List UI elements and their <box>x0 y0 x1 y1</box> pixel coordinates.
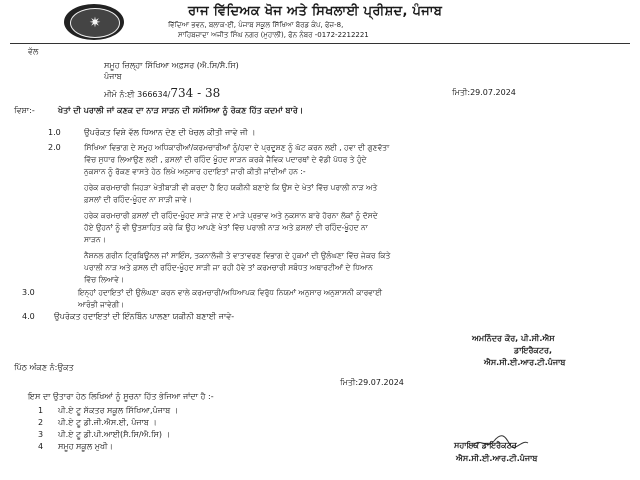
bullet-3-line: ਵਿੱਚ ਲਿਆਵੇ। <box>84 275 124 284</box>
bullet-2-line: ਹੋਏ ਉਹਨਾਂ ਨੂੰ ਵੀ ਉਤਸ਼ਾਹਿਤ ਕਰੇ ਕਿ ਉਹ ਆਪਣੇ ਖੇਤਾਂ ਵਿੱਚ ਪਰਾਲੀ ਨਾੜ ਅਤੇ ਫ਼ਸਲਾਂ ਦੀ ਰਹਿੰਦ-ਖੂੰਹਦ ਨਾ <box>84 223 368 232</box>
recipient-line-1: ਸਮੂਹ ਜ਼ਿਲ੍ਹਾ ਸਿੱਖਿਆ ਅਫ਼ਸਰ (ਐ.ਸਿ/ਸੈ.ਸਿ) <box>104 61 239 70</box>
signatory-2-designation: ਸਹਾਇਕ ਡਾਇਰੈਕਟਰ <box>454 441 517 450</box>
para-number: 3.0 <box>22 288 35 297</box>
para-number: 4.0 <box>22 312 35 321</box>
endorsement-label: ਪਿੱਠ ਅੰਕਣ ਨੰ:ਉਕਤ <box>14 363 74 372</box>
para-3-line: ਆਰੰਭੀ ਜਾਵੇਗੀ। <box>78 300 125 309</box>
endorsement-intro: ਇਸ ਦਾ ਉਤਾਰਾ ਹੇਠ ਲਿਖਿਆਂ ਨੂੰ ਸੂਚਨਾ ਹਿੱਤ ਭੇਜਿਆ ਜਾਂਦਾ ਹੈ :- <box>28 392 214 401</box>
copy-item: ਪੀ.ਏ ਟੂ ਡੀ.ਪੀ.ਆਈ(ਸੈ.ਸਿ/ਐ.ਸਿ) । <box>58 430 170 439</box>
para-number: 2.0 <box>48 143 61 152</box>
header-divider <box>10 43 630 44</box>
copy-item: ਪੀ.ਏ ਟੂ ਸੱਕਤਰ ਸਕੂਲ ਸਿੱਖਿਆ,ਪੰਜਾਬ । <box>58 406 179 415</box>
bullet-2-line: ਹਰੇਕ ਕਰਮਚਾਰੀ ਫ਼ਸਲਾਂ ਦੀ ਰਹਿੰਦ-ਖੂੰਹਦ ਸਾੜੇ ਜਾਣ ਦੇ ਮਾੜੇ ਪ੍ਰਭਾਵ ਅਤੇ ਨੁਕਸਾਨ ਬਾਰੇ ਹੋਰਨਾ ਲੋਕਾਂ ਨੂੰ ਦੱਸਦੇ <box>84 211 378 220</box>
address-line-1: ਵਿੱਦਿਆ ਭਵਨ, ਬਲਾਕ-ਈ, ਪੰਜਾਬ ਸਕੂਲ ਸਿੱਖਿਆ ਬੋਰਡ ਕੰਪ, ਫੇਜ਼-8, <box>168 21 344 29</box>
bullet-3-line: ਪਰਾਲੀ ਨਾੜ ਅਤੇ ਫ਼ਸਲ ਦੀ ਰਹਿੰਦ-ਖੂੰਹਦ ਸਾੜੀ ਜਾ ਰਹੀ ਹੋਵੇ ਤਾਂ ਕਰਮਚਾਰੀ ਸਬੰਧਤ ਅਥਾਰਟੀਆਂ ਦੇ ਧਿਆਨ <box>84 263 373 272</box>
signatory-2-office: ਐਸ.ਸੀ.ਈ.ਆਰ.ਟੀ.ਪੰਜਾਬ <box>456 454 538 463</box>
address-line-2: ਸਾਹਿਬਜ਼ਾਦਾ ਅਜੀਤ ਸਿੰਘ ਨਗਰ (ਮੁਹਾਲੀ), ਫੋਨ ਨੰਬਰ -0172-2212221 <box>178 31 369 39</box>
copy-item-number: 3 <box>38 430 44 439</box>
bullet-1-line: ਹਰੇਕ ਕਰਮਚਾਰੀ ਜਿਹੜਾ ਖੇਤੀਬਾੜੀ ਵੀ ਕਰਦਾ ਹੈ ਇਹ ਯਕੀਨੀ ਬਣਾਏ ਕਿ ਉਸ ਦੇ ਖੇਤਾਂ ਵਿੱਚ ਪਰਾਲੀ ਨਾੜ ਅਤੇ <box>84 183 378 192</box>
copy-item-number: 4 <box>38 442 44 451</box>
para-2-line: ਸਿੱਖਿਆ ਵਿਭਾਗ ਦੇ ਸਮੂਹ ਅਧਿਕਾਰੀਆਂ/ਕਰਮਚਾਰੀਆਂ ਨੂੰ/ਹਵਾ ਦੇ ਪ੍ਰਦੂਸ਼ਣ ਨੂੰ ਘੱਟ ਕਰਨ ਲਈ , ਹਵਾ ਦੀ ਗੁਣਵੱਤਾ <box>84 143 390 152</box>
copy-item: ਸਮੂਹ ਸਕੂਲ ਮੁਖੀ। <box>58 442 113 451</box>
signatory-office: ਐਸ.ਸੀ.ਈ.ਆਰ.ਟੀ.ਪੰਜਾਬ <box>484 358 566 367</box>
signatory-name: ਅਮਨਿੰਦਰ ਕੌਰ, ਪੀ.ਸੀ.ਐਸ <box>472 334 555 343</box>
signatory-designation: ਡਾਇਰੈਕਟਰ, <box>514 346 552 355</box>
para-3-line: ਇਨ੍ਹਾਂ ਹਦਾਇਤਾਂ ਦੀ ਉਲੰਘਣਾ ਕਰਨ ਵਾਲੇ ਕਰਮਚਾਰੀ/ਅਧਿਆਪਕ ਵਿਰੁੱਧ ਨਿਯਮਾਂ ਅਨੁਸਾਰ ਅਨੁਸ਼ਾਸਨੀ ਕਾਰਵਾਈ <box>78 288 383 297</box>
para-4-text: ਉਪਰੋਕਤ ਹਦਾਇਤਾਂ ਦੀ ਇੰਨਬਿੰਨ ਪਾਲਣਾ ਯਕੀਨੀ ਬਣਾਈ ਜਾਵੇ- <box>54 312 235 321</box>
endorsement-date: ਮਿਤੀ:29.07.2024 <box>340 378 404 387</box>
government-emblem-icon: ✷ <box>64 4 124 40</box>
recipient-line-2: ਪੰਜਾਬ <box>104 72 122 81</box>
copy-item-number: 2 <box>38 418 44 427</box>
para-2-line: ਵਿੱਚ ਸੁਧਾਰ ਲਿਆਉਣ ਲਈ , ਫ਼ਸਲਾਂ ਦੀ ਰਹਿੰਦ ਖੂੰਹਦ ਸਾੜਨ ਕਰਕੇ ਜੈਵਿਕ ਪਦਾਰਥਾਂ ਦੇ ਵੱਡੀ ਪੱਧਰ ਤੇ ਹੁੰਦੇ <box>84 155 367 164</box>
memo-date: ਮਿਤੀ:29.07.2024 <box>452 88 516 97</box>
to-label: ਵੱਲ <box>28 47 39 56</box>
para-2-line: ਨੁਕਸਾਨ ਨੂੰ ਰੋਕਣ ਵਾਸਤੇ ਹੇਠ ਲਿਖੇ ਅਨੁਸਾਰ ਹਦਾਇਤਾਂ ਜਾਰੀ ਕੀਤੀ ਜਾਂਦੀਆਂ ਹਨ :- <box>84 167 306 176</box>
copy-item-number: 1 <box>38 406 44 415</box>
memo-number-handwritten: 734 - 38 <box>170 86 221 100</box>
memo-number <box>104 86 220 100</box>
para-number: 1.0 <box>48 128 61 137</box>
organization-title: ਰਾਜ ਵਿੱਦਿਅਕ ਖੋਜ ਅਤੇ ਸਿਖਲਾਈ ਪ੍ਰੀਸ਼ਦ, ਪੰਜਾਬ <box>188 4 443 19</box>
subject-label: ਵਿਸ਼ਾ:- <box>14 106 35 115</box>
subject-text: ਖੇਤਾਂ ਦੀ ਪਰਾਲੀ ਜਾਂ ਕਣਕ ਦਾ ਨਾੜ ਸਾੜਨ ਦੀ ਸਮੱਸਿਆ ਨੂੰ ਰੋਕਣ ਹਿੱਤ ਕਦਮਾਂ ਬਾਰੇ। <box>58 106 304 115</box>
bullet-3-line: ਨੈਸ਼ਨਲ ਗਰੀਨ ਟ੍ਰਿਬਿਊਨਲ ਜਾਂ ਸਾਇੰਸ, ਤਕਨਾਲੋਜੀ ਤੇ ਵਾਤਾਵਰਣ ਵਿਭਾਗ ਦੇ ਹੁਕਮਾਂ ਦੀ ਉਲੰਘਣਾ ਵਿੱਚ ਜੇਕਰ ਕਿਤੇ <box>84 251 391 260</box>
copy-item: ਪੀ.ਏ ਟੂ ਡੀ.ਜੀ.ਐਸ.ਈ, ਪੰਜਾਬ । <box>58 418 157 427</box>
bullet-2-line: ਸਾੜਨ। <box>84 235 106 244</box>
memo-number-prefix: ਮੀਮੋ ਨੰ:ਈ 366634/ <box>104 90 171 99</box>
para-1-text: ਉਪਰੋਕਤ ਵਿਸ਼ੇ ਵੱਲ ਧਿਆਨ ਦੇਣ ਦੀ ਖੇਚਲ ਕੀਤੀ ਜਾਵੇ ਜੀ । <box>84 128 256 137</box>
bullet-1-line: ਫ਼ਸਲਾਂ ਦੀ ਰਹਿੰਦ-ਖੂੰਹਦ ਨਾ ਸਾੜੀ ਜਾਵੇ। <box>84 195 192 204</box>
